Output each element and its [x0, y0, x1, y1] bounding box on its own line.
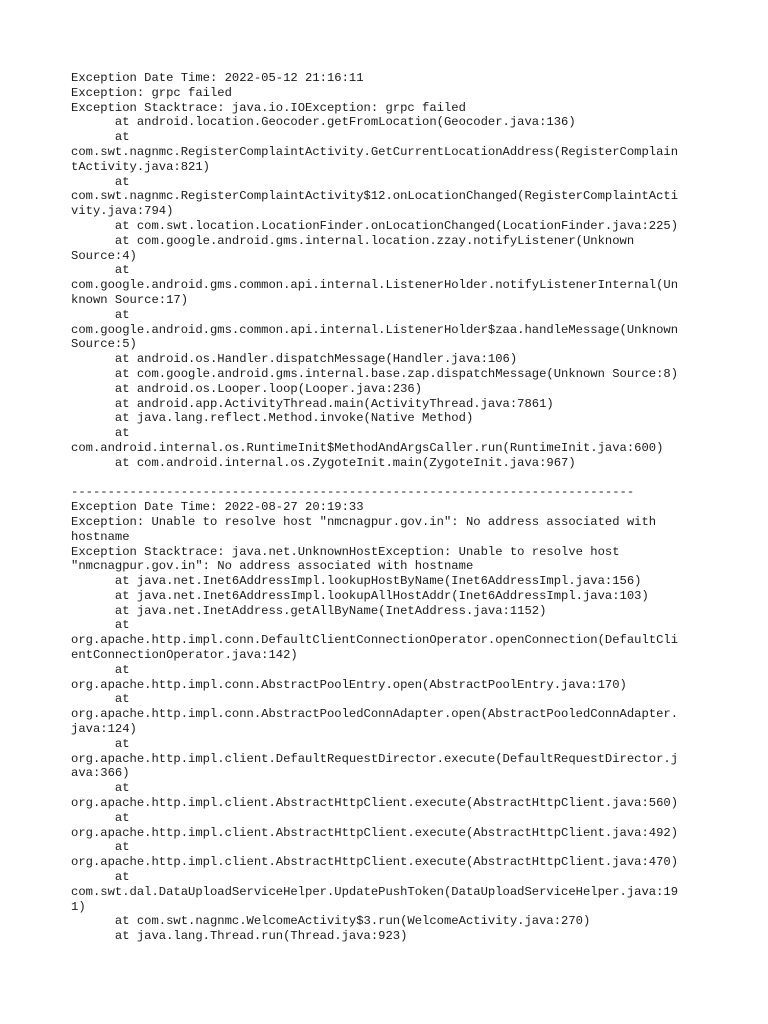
log-line: Exception Stacktrace: java.net.UnknownHostException: Unable to resolve host — [71, 544, 620, 559]
log-line: at android.location.Geocoder.getFromLocation(Geocoder.java:136) — [71, 115, 576, 130]
log-line: ----------------------------------------------------------------------------- — [71, 485, 635, 500]
log-line: ava:366) — [71, 766, 130, 781]
log-line: Exception: grpc failed — [71, 85, 232, 100]
log-line: at java.net.Inet6AddressImpl.lookupHostByName(Inet6AddressImpl.java:156) — [71, 574, 642, 589]
entry-spacer — [71, 471, 711, 486]
log-line: Exception Stacktrace: java.io.IOException: grpc failed — [71, 100, 466, 115]
log-line: org.apache.http.impl.conn.DefaultClientConnectionOperator.openConnection(DefaultCli — [71, 633, 679, 648]
exception-entry — [71, 485, 711, 944]
log-line: org.apache.http.impl.client.AbstractHttpClient.execute(AbstractHttpClient.java:560) — [71, 796, 679, 811]
log-line: at — [71, 263, 130, 278]
log-line: at — [71, 810, 130, 825]
log-line: at — [71, 692, 130, 707]
log-line: at java.lang.reflect.Method.invoke(Native Method) — [71, 411, 474, 426]
log-line: hostname — [71, 529, 130, 544]
log-line: at — [71, 840, 130, 855]
log-line: com.google.android.gms.common.api.internal.ListenerHolder$zaa.handleMessage(Unknown — [71, 322, 679, 337]
log-line: Exception Date Time: 2022-08-27 20:19:33 — [71, 500, 364, 515]
log-line: org.apache.http.impl.client.AbstractHttpClient.execute(AbstractHttpClient.java:492) — [71, 825, 679, 840]
log-line: at com.google.android.gms.internal.location.zzay.notifyListener(Unknown — [71, 233, 635, 248]
log-line: Exception: Unable to resolve host "nmcnagpur.gov.in": No address associated with — [71, 514, 657, 529]
log-line: at — [71, 870, 130, 885]
log-line: 1) — [71, 899, 86, 914]
log-line: org.apache.http.impl.client.DefaultRequestDirector.execute(DefaultRequestDirector.j — [71, 751, 679, 766]
log-line: Source:4) — [71, 248, 137, 263]
log-line: at — [71, 618, 130, 633]
log-line: com.swt.dal.DataUploadServiceHelper.UpdatePushToken(DataUploadServiceHelper.java:19 — [71, 884, 679, 899]
log-line: at — [71, 307, 130, 322]
log-line: tActivity.java:821) — [71, 159, 210, 174]
log-line: com.android.internal.os.RuntimeInit$MethodAndArgsCaller.run(RuntimeInit.java:600) — [71, 440, 664, 455]
log-line: Exception Date Time: 2022-05-12 21:16:11 — [71, 71, 364, 85]
log-line: com.swt.nagnmc.RegisterComplaintActivity.GetCurrentLocationAddress(RegisterComplain — [71, 144, 679, 159]
log-line: known Source:17) — [71, 292, 189, 307]
log-line: at — [71, 736, 130, 751]
log-line: com.google.android.gms.common.api.internal.ListenerHolder.notifyListenerInternal(Un — [71, 278, 679, 293]
log-line: at com.google.android.gms.internal.base.zap.dispatchMessage(Unknown Source:8) — [71, 366, 679, 381]
log-line: org.apache.http.impl.conn.AbstractPooledConnAdapter.open(AbstractPooledConnAdapter. — [71, 707, 679, 722]
log-line: at android.os.Looper.loop(Looper.java:236) — [71, 381, 423, 396]
log-line: at android.os.Handler.dispatchMessage(Handler.java:106) — [71, 352, 518, 367]
log-line: at com.swt.nagnmc.WelcomeActivity$3.run(WelcomeActivity.java:270) — [71, 914, 591, 929]
log-line: Source:5) — [71, 337, 137, 352]
log-line: at — [71, 662, 130, 677]
log-line: at android.app.ActivityThread.main(ActivityThread.java:7861) — [71, 396, 554, 411]
exception-entry — [71, 71, 711, 471]
log-line: at — [71, 781, 130, 796]
log-line: org.apache.http.impl.client.AbstractHttpClient.execute(AbstractHttpClient.java:470) — [71, 855, 679, 870]
log-line: at java.lang.Thread.run(Thread.java:923) — [71, 929, 408, 944]
log-line: at java.net.InetAddress.getAllByName(InetAddress.java:1152) — [71, 603, 547, 618]
exception-log-document — [71, 71, 711, 944]
log-line: org.apache.http.impl.conn.AbstractPoolEntry.open(AbstractPoolEntry.java:170) — [71, 677, 627, 692]
log-line: java:124) — [71, 722, 137, 737]
log-line: at java.net.Inet6AddressImpl.lookupAllHostAddr(Inet6AddressImpl.java:103) — [71, 588, 649, 603]
log-line: at — [71, 426, 130, 441]
log-line: "nmcnagpur.gov.in": No address associated with hostname — [71, 559, 474, 574]
log-line: at — [71, 130, 130, 145]
log-line: at com.android.internal.os.ZygoteInit.main(ZygoteInit.java:967) — [71, 455, 576, 470]
log-line: com.swt.nagnmc.RegisterComplaintActivity$12.onLocationChanged(RegisterComplaintActi — [71, 189, 679, 204]
log-line: at com.swt.location.LocationFinder.onLocationChanged(LocationFinder.java:225) — [71, 218, 679, 233]
log-line: at — [71, 174, 130, 189]
log-line: entConnectionOperator.java:142) — [71, 648, 298, 663]
log-line: vity.java:794) — [71, 204, 174, 219]
